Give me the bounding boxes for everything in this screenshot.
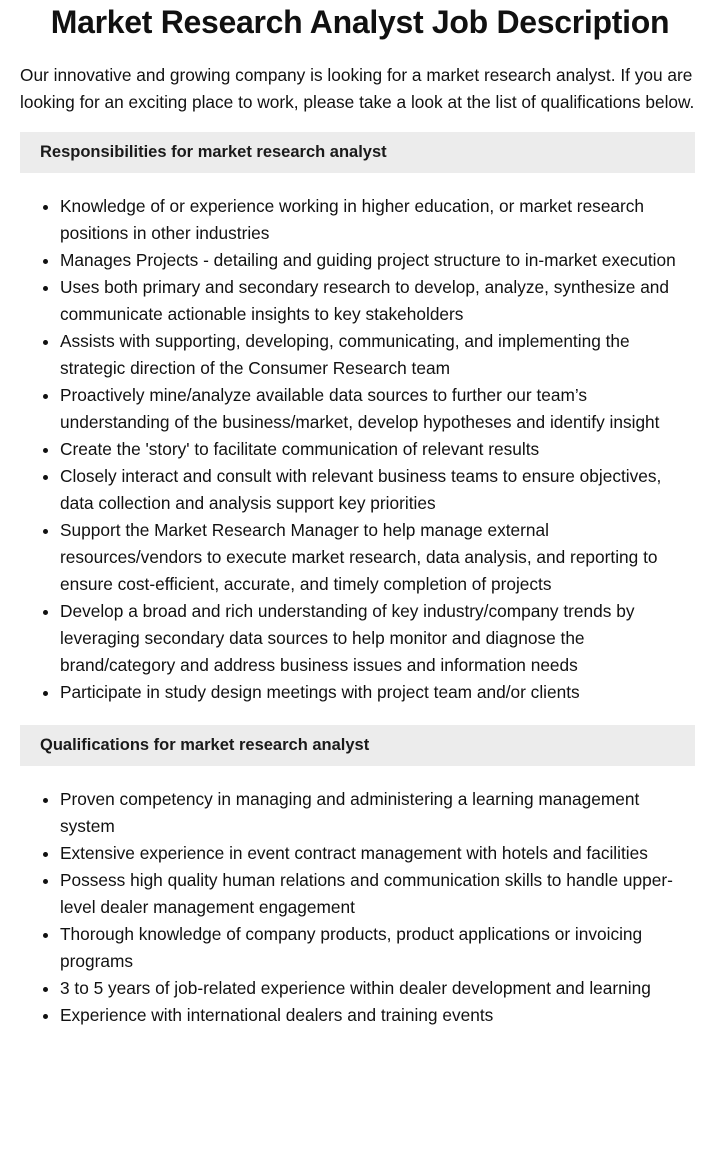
qualifications-list	[20, 786, 695, 1029]
list-item: • Experience with international dealers and training events	[60, 1002, 695, 1029]
responsibilities-heading: Responsibilities for market research analyst	[20, 132, 695, 173]
page-title: Market Research Analyst Job Description	[50, 4, 670, 40]
list-item: • Uses both primary and secondary research to develop, analyze, synthesize and communicate actionable insights to key stakeholders	[60, 274, 695, 328]
list-item: • Develop a broad and rich understanding of key industry/company trends by leveraging secondary data sources to help monitor and diagnose the brand/category and address business issues and information needs	[60, 598, 695, 679]
list-item: • Extensive experience in event contract management with hotels and facilities	[60, 840, 695, 867]
list-item: • Create the 'story' to facilitate communication of relevant results	[60, 436, 695, 463]
list-item: • Participate in study design meetings with project team and/or clients	[60, 679, 695, 706]
list-item: • Assists with supporting, developing, communicating, and implementing the strategic direction of the Consumer Research team	[60, 328, 695, 382]
list-item: • Knowledge of or experience working in higher education, or market research positions in other industries	[60, 193, 695, 247]
list-item: • Proactively mine/analyze available data sources to further our team’s understanding of the business/market, develop hypotheses and identify insight	[60, 382, 695, 436]
responsibilities-list	[20, 193, 695, 706]
list-item: • Manages Projects - detailing and guiding project structure to in-market execution	[60, 247, 695, 274]
list-item: • Proven competency in managing and administering a learning management system	[60, 786, 695, 840]
list-item: • Support the Market Research Manager to help manage external resources/vendors to execute market research, data analysis, and reporting to ensure cost-efficient, accurate, and timely completion of projects	[60, 517, 695, 598]
intro-paragraph: Our innovative and growing company is looking for a market research analyst. If you are looking for an exciting place to work, please take a look at the list of qualifications below.	[20, 65, 695, 112]
list-item: • Closely interact and consult with relevant business teams to ensure objectives, data collection and analysis support key priorities	[60, 463, 695, 517]
list-item: • 3 to 5 years of job-related experience within dealer development and learning	[60, 975, 695, 1002]
qualifications-heading: Qualifications for market research analyst	[20, 725, 695, 766]
list-item: • Thorough knowledge of company products, product applications or invoicing programs	[60, 921, 695, 975]
list-item: • Possess high quality human relations and communication skills to handle upper-level dealer management engagement	[60, 867, 695, 921]
